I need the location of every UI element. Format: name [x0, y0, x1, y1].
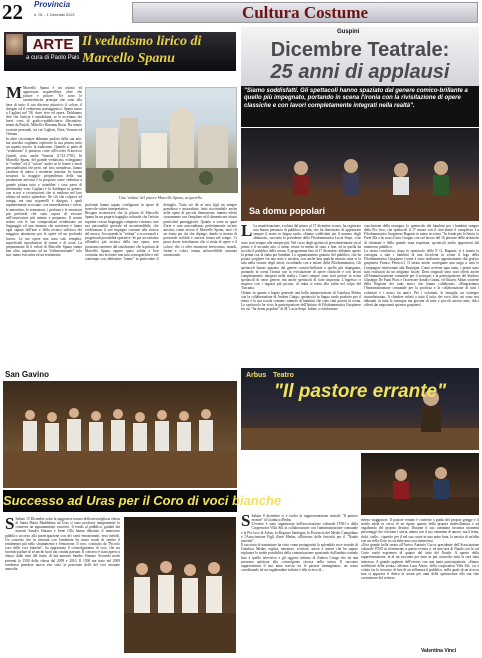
teatro-column-1 — [241, 221, 361, 366]
arte-badge: ARTE — [26, 35, 80, 53]
teatro-paragraph: L La manifestazione, svoltasi dal primo al 17 dicembre scorso, ha registrato una buona presenza di pubblico in sala, che ha dimostrato di apprezzare sempre il teatro in lingua sarda. «Siamo soddisfatti per il numero degli abbonati», racconta la presidente della Filodrammatica Lucia Serpi, «che sono stati sempre alla sempre più. Nel corso degli spettacoli prevalentemente sia al primo e il secondo atto ci fanno venire in mente di stato a fine, ed in quella ha accolto il pubblico della serata. Il programma fino al 17 dicembre: abbiamo aperto la prima con la fiaba per bambini. Lo appuntamento gratuito del pubblico, che ha potuto scegliere fra una serie e un'altra, con anche ben qualche minuto tutta vi la sala nella visione degli attori, ricordando con a notare della Filodrammatica, Gli spettacoli hanno spaziato dal genere comico-brillante a quello più impegnato, portando in scena l'ironia con la rivisitazione di opere classiche e con lavori completamente integrati nella realtà.» Come sempre sono stati portati in scena spettacoli di vario genere, ma anche spettacoli di forte impronta. L'ingresso ci stupisce con i ragazzi più piccini, di tratta si tratta alla salita nel colpo del Tuscania. — [241, 221, 361, 291]
drop-cap: S — [5, 514, 15, 533]
painting-illustration — [86, 88, 238, 193]
teatro-article — [241, 27, 482, 367]
arte-title: Il vedutismo lirico di Marcello Spanu — [82, 34, 202, 66]
section-title: Cultura Costume — [241, 3, 369, 22]
pastore-paragraph: «Una grande bella serata all'Arrivo Antonio Cuccu presidente dell'Associazione culturale ITNO in riferimento a questo evento e, ed una sera di Natale con la cui Corte vuole esprimere di quanto del fatto del Natale. A questo della rappresentazione, la di un racconto per tutto in più coinvolto tutta la sera tutta interessa. A grande applausi dell'evento con una tanta partecipazione. «Siamo soddisfatti della serata» afferma Luca Atzori, della cooperativa Villa Sili, «si è voluto far la incontro di fare di un affluenza il pubblico, nella quale di un ricerca non si appariva il dietro la serata per anni della spettacolare alla sua fine costruzione del settore». — [361, 542, 479, 581]
page-number: 22 — [2, 0, 23, 24]
arte-paragraph: Bisogna riconoscere che la pittura di Marcello Spanu ha un proprio bagaglio culturale che l'artista esprime con un linguaggio compiuto e maturo, una sua personalità speciale ed inconfondibile, che evidenziano il suo impegno costante alla ricerca del nuovo. Accostando la "veduta" a eccezionali e progettuali possibilità operative. Se poi accostiamo all'analisi più tecnica della sua opera, non possiamo omettere dal sottolineare che la pittura di Marcello Spanu appare quasi solida e ben costruita, ma in forme non mai scenografiche e nel contempo con abilissime "trame" in particolare il dettaglio. Tutto ciò dà ai suoi figli un sempre grandioso e mozzafiato, fatto riscontrabile anche nelle opere di piccola dimensione, tramite effetti sicuramente con l'ampliare ed il dimenticare alcuni particolari paesaggistici. Quanto ci sorte su spazi d'arte e non nascondiamo perfettamente un'arte mistica, come invece il Marcello Spanu, anzi c'è un frutto per chi che dipinge, dando vi mezzo di personale solidità e sincera forma nel tempo. Ci piace dover sottolineare che si tratta di opere e il colore, che ci offre emozione brevissimo, mondi, forme e colori, tenuta un'incredibile armonia emozionale. — [85, 203, 237, 262]
coro-kicker: San Gavino — [5, 370, 50, 379]
teatro-title-line1: Dicembre Teatrale: — [270, 39, 450, 61]
pastore-illustration-2 — [361, 453, 479, 515]
drop-cap: L — [241, 221, 253, 240]
teatro-paragraph: conclusione della rassegna, lo spettacolo dei bambini per i bambini sempre della Pro loco, che spettacoli il 17 marzo con il cine-teatro il complesso. La Filodrammatica Guspinese Ragazzi in meno in scena. "In fondo per lo Santa, la Parte Ma a ho nato il loro Gruppo con sul lavoro del 16 persone delle artistiche di chiamate e della grande stata rispettata, spettacoli molto apprezzati dal numeroso pubblico. — [364, 224, 479, 249]
pastore-kicker: Arbus — [246, 372, 267, 379]
header-issue: n. 01 - 1 Gennaio 2021 — [34, 12, 75, 17]
pastore-paragraph: S Sabato 8 dicembre si è svolta la rappresentazione teatrale "Il pastore errante" di Gianluca Medas. — [241, 511, 358, 530]
choir-photo-2 — [124, 517, 236, 653]
arte-column-1 — [6, 83, 82, 364]
drop-cap: M — [6, 83, 23, 102]
choir-illustration — [3, 381, 237, 488]
page-header — [0, 0, 482, 27]
stage-photo-label: Sa domu popolari — [249, 206, 326, 216]
pastore-title: "Il pastore errante" — [273, 381, 447, 402]
pastore-article — [241, 368, 482, 657]
pastore-paragraph: Il racconto di narrazione ha visto come protagonisti la splendida voce teatrale di Gianluca Medas, regista, narratore, scrittore, attore e autore che ha saputo esplorare le molte possibilità della comunicazione spaziando dall'ambito teatrale fino a quello televisivo e gli oggetto infinito di Andrea Ciniga che da una presenza spiritosa alla coinvolgente ricerca nella stessa. Il racconto rappresentava il suo anno traccia tra le pastore immaginario, un senso coordinando ad un vagabondare infinito e alla ricerca di ... — [241, 543, 358, 573]
article-signature: Valentina Vinci — [421, 648, 457, 654]
pastore-paragraph: eterno viaggiatore. Il pastore errante è costretto a guida del proprio gregge e il sottile adelà in cerca di un riparo quanto della propria imbecilliatura e ad vagabondo del proprio destino. Durante il suo cammino incontra momenti personaggi che colorano i storia, anima con il suo cammino di amore, ma il tema, dolci, stelle... ripartito per il nel suo cuore in una notte buia, la nascita di un'alba con un vello d'oro in cui ebbe una cosa misteriosa. — [361, 518, 479, 543]
arte-byline: a cura di Paolo Pais — [26, 55, 80, 61]
teatro-column-2 — [364, 224, 479, 366]
arte-paragraph: M Marcello Spanu è un ottimo ed apprezzato acquerellista, oltre che pittore e pittore. Tre sono le caratteristiche principe che sono alla base di tutto: il suo discorso pittorico: il colore, il disegno ed il vedutismo paesaggistico. Spanu nasce a Cagliari nel '58, dove vive ed opera. Dobbiamo dire che l'artista è autodidatta, se si accettano dei brevi corsi di grafico-pubblicitario illustrativo, tenuti da Pastoli, Mibelli e Rinaunu Rossi. Ha tenuto svariate personali, tra cui Cagliari, Nora, Venezia ed Ostiano. — [6, 83, 82, 136]
choir-photo — [3, 381, 237, 488]
painting-caption: Una 'veduta' del pittore Marcello Spanu, acquerello. — [118, 195, 204, 200]
header-logo: Provincia — [34, 0, 71, 9]
coro-paragraph: S Sabato 15 Dicembre sotto la suggestiva navata della meravigliosa chiesa di Santa Maria Maddalena ad Uras si sono produsse integramente lo conserva un appuntamento concerto. Il rendo al pubblico, guidati dai maestri Sandro Sitzano e Irene Olla hanno deliziato il numeroso pubblico accorso alla partecipazione con dei canti emozionanti, testi melodi. Un concerto che in sintonia con l'ambiente ha avuto modo di sentire il sentimento più nello sfruttamento e l'emozione. Il coro, costituito da "Piccolo coro delle voci bianche", ha apprezzato il coinvolgimento di voci, che sta facendo parlare di sé anche fuori dai confini paesani. Il concerto è stato aperto a chiuso dalle note del frutto di dal maestro Sandro Sitzano. Secondo molti presenti la 1500 della chiesa dal 2009 e 2010. Il 1500 ma stato nel 2009 sembrava prendere nuova vita sotto la posizione delle del voci intonate unavolta. — [5, 514, 120, 571]
arte-column-2 — [85, 203, 237, 363]
author-photo — [6, 34, 23, 55]
pastore-photo-2 — [361, 453, 479, 515]
teatro-paragraph: Ottimo in quanto a legato generale una bella interpretazione di Gianluca Medas con la collaborazione di Andrea Ciniga, spettacolo in lingua sarda prodotto per il teatro e la sua scuola comune, numero di bambini che sono stati portati in scena. Lo spettacolo ha visto la partecipazione dell'Istituto di Filodrammatica Guspinese fra cui "Sa domu popolari" di M. Lucia Serpi. Infine, a conclusione — [241, 290, 361, 312]
teatro-paragraph: La serata conclusiva, dopo lo spettacolo della F. G. Ragazzi, si è tenuta la consegna a tutti i bambini di una bicicletta in serate il logo della Filodrammatica Guspinese (come è stato realizzato appositamente dal grafico guspinese Franco Petrucci). Il serata anche consegnate una targa a tutti le Compagnie intervenute alla Rassegna. Come avviene ogni anno, i premi sono stati realizzati da un artigiano locale. Doni originali sono stati offerti anche all'Amministrazione comunale per il sostegno e la partecipazione del Sindaco Giuseppe De Fanti Piras e l'assessore Sandro Garau, ed Ottavio Abbas sostiene della Regione dei tanti amici che hanno collaborato. «Ringraziamo l'Amministrazione comunale per la proficua e la collaborazione di tutti i volontari e i nostri tra amici. Per i volontari, le famiglie, un sostegno incondizionato. A chiudere infatti a tutto il tutta, dei corsi altri, mi sono resi abbonati in tutta la rassegna ma giovani di tutte e piccoli ancora anni, dolci offerti dai negozianti sponsor guspinesi. — [364, 248, 479, 307]
drop-cap: S — [241, 511, 251, 530]
painting-photo — [85, 87, 237, 192]
pastore-column-2 — [361, 518, 479, 646]
arte-paragraph: profondo hanno saputo configurare in opere di notevole valore interpretativo. — [85, 203, 159, 212]
teatro-kicker: Guspini — [337, 29, 360, 35]
teatro-title-line2: 25 anni di applausi — [270, 61, 450, 83]
coro-title: Successo ad Uras per il Coro di voci bianche — [3, 493, 282, 508]
pastore-column-1 — [241, 511, 358, 654]
choir-illustration-2 — [124, 517, 236, 653]
arte-paragraph: In altre circostanze abbiamo parlato della sua arte, ma stavolta vogliamo esplorare la sua pittura sotto un aspetto nuovo: la tradizione. Quando si parla di "vedutismo" il pensiero corre all'eccelso Francesco Guardi, noto anche Venezia (1712-1793). In Marcello Spanu, del grande vedutismo, echeggiano le "vedute" ed il "colore" anche se le forme e modi personalissimi che però, nel loro complesso, hanno carattere di antico e moderno insieme. In buona sostanza la maggior propendenza della sua produzione artistica è la proposta come vedutista a grande pittura tutto e tutteddue: i suoi paesi di riferimento sono Cagliari e la Sardegna in genere, con scorci e ricostruzioni che si rendono nel loro ultimo ed antico splendore. Ne ciò che colpisce ed intriga, nei suoi acquerelli è disegno, i quali sapientemente accostate: con immediatezza i colori, le atmosfere, le sensazioni, i profumi e le emozioni più profonde che sono capaci di evocare nell'osservatore più attento e preparato. Il nostro artista con le sue composizioni evidenziate un linguaggio ed una fantasia che motivano e fanno ogni saputo dell'arte e della tecnica stilistica dei maggiori attenzione per le opere ed un profondo lavoro. Le sue opere non sono solo semplici, superficiali riproduzioni di stanze e di coste. La preparazione di il valore di Marcello Spanu vanno ben oltre, aspiriamo ad un "tridimensionale" solo suo: mano esecutiva ed un sentimento — [6, 136, 82, 258]
coro-column — [5, 514, 120, 655]
teatro-subtitle: "Siamo soddisfatti. Gli spettacoli hanno spaziato dal genere comico-brillante a quello più impegnato, portando in scena l'ironia con la rivisitazione di opere classiche e con lavori completamente integrati nella realtà". — [244, 88, 468, 109]
arte-article — [0, 27, 238, 367]
pastore-kicker-2: Teatro — [273, 372, 294, 379]
pastore-paragraph: L'evento è stato organizzato dall'associazione culturale ITNO e dalla Cooperativa Villa Sili in collaborazione con l'amministrazione comunale e la Pro loco di Arbus, la Regione Sardegna, la Provincia del Medio Campidano e l'Associazione Figli d'arte Medas, all'interno delle festività per il "Natale insieme". — [241, 522, 358, 543]
